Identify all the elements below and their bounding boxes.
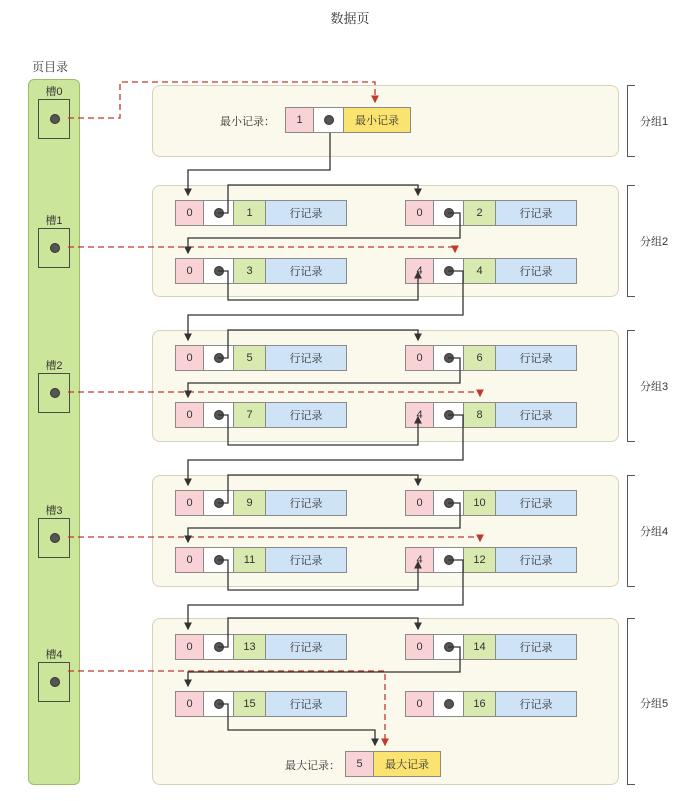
record-payload: 行记录 bbox=[266, 635, 346, 659]
record-number: 5 bbox=[234, 346, 266, 370]
record-number: 10 bbox=[464, 491, 496, 515]
page-title: 数据页 bbox=[330, 11, 370, 26]
group-1-label: 分组1 bbox=[640, 116, 669, 128]
record-number: 3 bbox=[234, 259, 266, 283]
page-directory-label: 页目录 bbox=[32, 60, 69, 74]
record-delete-flag: 0 bbox=[406, 635, 434, 659]
record-number: 11 bbox=[234, 548, 266, 572]
record-number: 6 bbox=[464, 346, 496, 370]
record-number: 8 bbox=[464, 403, 496, 427]
record-delete-flag: 4 bbox=[406, 403, 434, 427]
record-payload: 行记录 bbox=[266, 491, 346, 515]
slot-3-label: 槽3 bbox=[45, 505, 63, 517]
record-payload: 行记录 bbox=[266, 403, 346, 427]
record-delete-flag: 0 bbox=[176, 346, 204, 370]
min-record-delete-flag: 1 bbox=[286, 108, 314, 132]
slot-0-label: 槽0 bbox=[45, 86, 63, 98]
record-number: 7 bbox=[234, 403, 266, 427]
record-payload: 行记录 bbox=[496, 635, 576, 659]
max-record-label: 最大记录： bbox=[285, 760, 340, 772]
record-delete-flag: 0 bbox=[176, 259, 204, 283]
record-delete-flag: 0 bbox=[176, 548, 204, 572]
group-4-label: 分组4 bbox=[640, 526, 669, 538]
record-payload: 行记录 bbox=[496, 259, 576, 283]
record-number: 9 bbox=[234, 491, 266, 515]
min-record-label: 最小记录： bbox=[220, 116, 275, 128]
record-payload: 行记录 bbox=[266, 346, 346, 370]
record-payload: 行记录 bbox=[496, 346, 576, 370]
slot-1-label: 槽1 bbox=[45, 215, 63, 227]
record-number: 12 bbox=[464, 548, 496, 572]
max-record-text: 最大记录 bbox=[374, 752, 440, 776]
record-payload: 行记录 bbox=[496, 403, 576, 427]
record-number: 2 bbox=[464, 201, 496, 225]
record-payload: 行记录 bbox=[496, 548, 576, 572]
record-delete-flag: 0 bbox=[406, 491, 434, 515]
group-3-label: 分组3 bbox=[640, 381, 669, 393]
group-2-label: 分组2 bbox=[640, 236, 669, 248]
record-delete-flag: 0 bbox=[406, 346, 434, 370]
min-record-text: 最小记录 bbox=[344, 108, 410, 132]
record-number: 14 bbox=[464, 635, 496, 659]
record-payload: 行记录 bbox=[266, 548, 346, 572]
record-number: 15 bbox=[234, 692, 266, 716]
record-number: 4 bbox=[464, 259, 496, 283]
record-delete-flag: 0 bbox=[176, 403, 204, 427]
record-number: 1 bbox=[234, 201, 266, 225]
record-delete-flag: 4 bbox=[406, 548, 434, 572]
record-payload: 行记录 bbox=[266, 259, 346, 283]
record-delete-flag: 0 bbox=[406, 692, 434, 716]
record-payload: 行记录 bbox=[496, 491, 576, 515]
record-number: 16 bbox=[464, 692, 496, 716]
record-number: 13 bbox=[234, 635, 266, 659]
record-payload: 行记录 bbox=[266, 201, 346, 225]
record-payload: 行记录 bbox=[266, 692, 346, 716]
max-record-delete-flag: 5 bbox=[346, 752, 374, 776]
record-payload: 行记录 bbox=[496, 692, 576, 716]
group-5-label: 分组5 bbox=[640, 698, 669, 710]
record-delete-flag: 4 bbox=[406, 259, 434, 283]
record-delete-flag: 0 bbox=[176, 201, 204, 225]
slot-4-label: 槽4 bbox=[45, 649, 63, 661]
record-delete-flag: 0 bbox=[176, 635, 204, 659]
record-delete-flag: 0 bbox=[176, 491, 204, 515]
slot-2-label: 槽2 bbox=[45, 360, 63, 372]
record-payload: 行记录 bbox=[496, 201, 576, 225]
record-delete-flag: 0 bbox=[176, 692, 204, 716]
record-delete-flag: 0 bbox=[406, 201, 434, 225]
